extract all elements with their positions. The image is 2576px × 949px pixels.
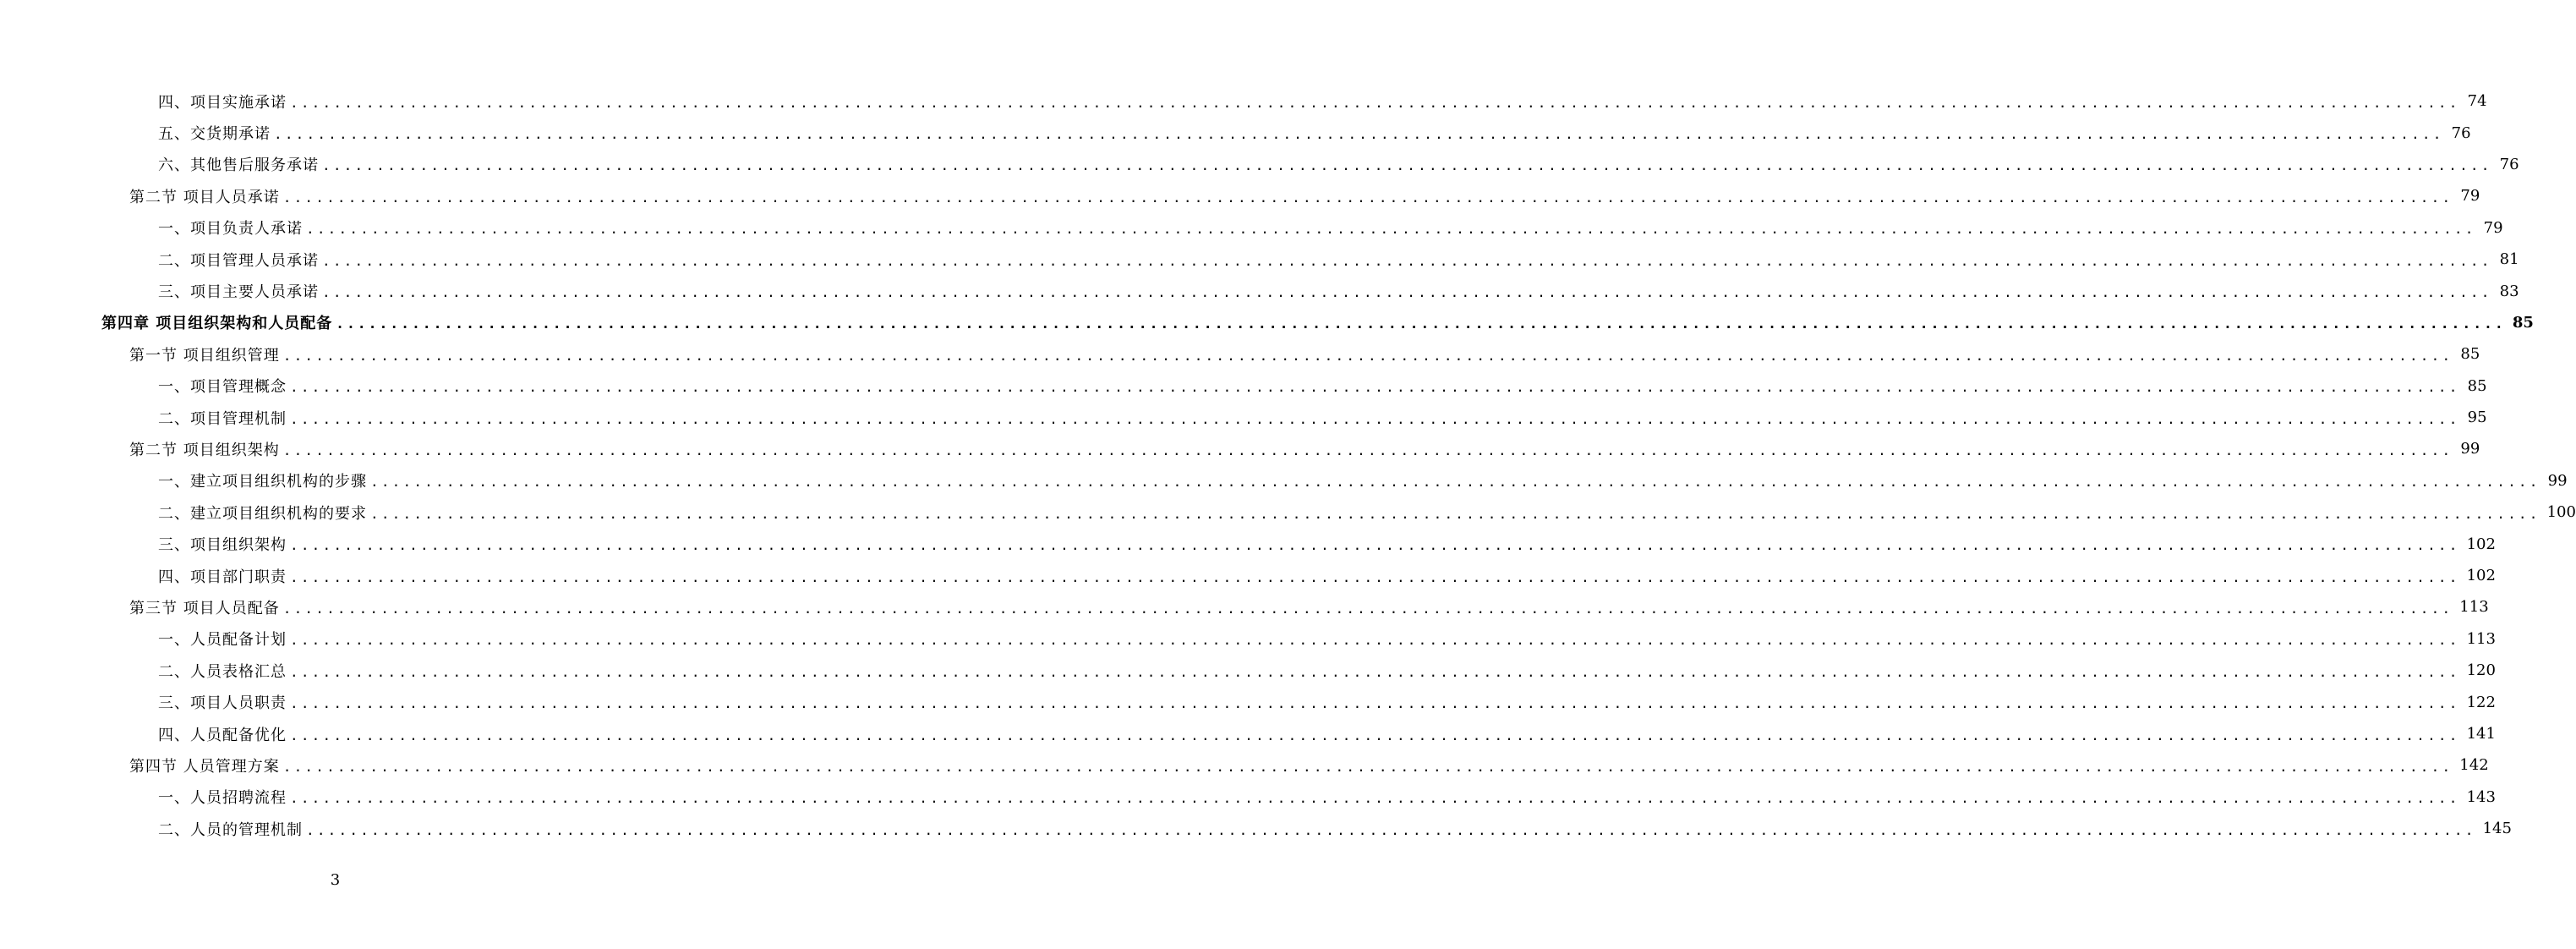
toc-entry[interactable] <box>0 370 2487 402</box>
toc-entry-page: 83 <box>2499 282 2519 300</box>
toc-entry-title: 第二节 项目组织架构 <box>129 441 280 459</box>
toc-entry-page: 122 <box>2466 693 2496 711</box>
toc-entry-title: 五、交货期承诺 <box>158 125 271 144</box>
toc-dot-leader: ........................................................................................................................................................................................................ <box>370 505 2540 522</box>
toc-entry-title: 四、项目部门职责 <box>158 568 287 586</box>
toc-dot-leader: ........................................................................................................................................................................................................ <box>290 790 2460 807</box>
toc-dot-leader: ........................................................................................................................................................................................................ <box>282 600 2453 617</box>
toc-entry[interactable] <box>0 655 2496 686</box>
toc-entry-title: 第四章 项目组织架构和人员配备 <box>101 315 333 333</box>
toc-entry[interactable] <box>0 85 2487 117</box>
toc-entry-title: 第三节 项目人员配备 <box>129 599 280 617</box>
toc-dot-leader: ........................................................................................................................................................................................................ <box>336 315 2506 332</box>
toc-entry-title: 二、人员表格汇总 <box>158 662 287 681</box>
toc-entry-page: 143 <box>2466 787 2496 806</box>
toc-dot-leader: ........................................................................................................................................................................................................ <box>290 568 2460 585</box>
toc-dot-leader: ........................................................................................................................................................................................................ <box>282 758 2453 775</box>
toc-entry-title: 二、项目管理人员承诺 <box>158 251 319 270</box>
toc-dot-leader: ........................................................................................................................................................................................................ <box>282 189 2453 206</box>
toc-dot-leader: ........................................................................................................................................................................................................ <box>290 632 2460 649</box>
toc-entry[interactable] <box>0 560 2496 591</box>
toc-entry[interactable] <box>0 117 2471 148</box>
toc-dot-leader: ........................................................................................................................................................................................................ <box>322 252 2492 269</box>
toc-entry-page: 85 <box>2460 345 2480 364</box>
toc-entry-title: 三、项目人员职责 <box>158 694 287 713</box>
toc-entry[interactable] <box>0 718 2496 749</box>
toc-entry-title: 六、其他售后服务承诺 <box>158 156 319 175</box>
toc-entry-page: 99 <box>2547 471 2568 490</box>
toc-entry-page: 141 <box>2466 725 2496 743</box>
toc-entry-page: 74 <box>2467 92 2487 111</box>
toc-entry-page: 85 <box>2467 376 2487 395</box>
toc-dot-leader: ........................................................................................................................................................................................................ <box>274 126 2444 143</box>
toc-entry-title: 二、项目管理机制 <box>158 409 287 428</box>
toc-entry[interactable] <box>0 338 2480 370</box>
toc-entry[interactable] <box>0 402 2487 433</box>
toc-entry-page: 85 <box>2512 313 2534 332</box>
toc-entry[interactable] <box>0 591 2489 623</box>
toc-dot-leader: ........................................................................................................................................................................................................ <box>290 727 2460 743</box>
toc-dot-leader: ........................................................................................................................................................................................................ <box>290 663 2460 680</box>
toc-dot-leader: ........................................................................................................................................................................................................ <box>290 379 2460 396</box>
toc-entry-page: 95 <box>2467 409 2487 427</box>
toc-entry-title: 一、建立项目组织机构的步骤 <box>158 473 367 491</box>
toc-entry[interactable] <box>0 528 2496 559</box>
toc-dot-leader: ........................................................................................................................................................................................................ <box>282 442 2453 458</box>
toc-entry-page: 76 <box>2499 155 2519 173</box>
toc-entry-title: 二、建立项目组织机构的要求 <box>158 504 367 523</box>
toc-entry-page: 142 <box>2459 756 2489 775</box>
table-of-contents <box>0 85 2576 844</box>
toc-entry[interactable] <box>0 433 2480 464</box>
toc-entry-page: 113 <box>2459 598 2489 617</box>
toc-entry-title: 三、项目组织架构 <box>158 536 287 555</box>
toc-entry-page: 99 <box>2460 440 2480 458</box>
toc-entry[interactable] <box>0 212 2503 244</box>
toc-dot-leader: ........................................................................................................................................................................................................ <box>290 94 2460 111</box>
toc-entry-page: 81 <box>2499 250 2519 269</box>
toc-entry-title: 一、项目管理概念 <box>158 378 287 397</box>
toc-entry-title: 一、项目负责人承诺 <box>158 220 303 239</box>
toc-entry-page: 79 <box>2460 187 2480 206</box>
toc-entry[interactable] <box>0 813 2512 844</box>
toc-entry[interactable] <box>0 623 2496 655</box>
toc-entry-page: 100 <box>2546 503 2576 522</box>
toc-entry-title: 第一节 项目组织管理 <box>129 346 280 365</box>
toc-dot-leader: ........................................................................................................................................................................................................ <box>306 221 2476 238</box>
toc-dot-leader: ........................................................................................................................................................................................................ <box>306 821 2476 838</box>
toc-dot-leader: ........................................................................................................................................................................................................ <box>282 347 2453 364</box>
toc-dot-leader: ........................................................................................................................................................................................................ <box>290 410 2460 427</box>
toc-entry-title: 四、项目实施承诺 <box>158 93 287 112</box>
toc-entry[interactable] <box>0 244 2519 275</box>
toc-entry[interactable] <box>0 782 2496 813</box>
toc-dot-leader: ........................................................................................................................................................................................................ <box>290 537 2460 554</box>
toc-dot-leader: ........................................................................................................................................................................................................ <box>370 474 2540 491</box>
toc-entry[interactable] <box>0 686 2496 717</box>
toc-entry[interactable] <box>0 180 2480 211</box>
toc-entry-page: 113 <box>2466 629 2496 648</box>
toc-entry-title: 二、人员的管理机制 <box>158 820 303 839</box>
toc-entry[interactable] <box>0 275 2519 306</box>
toc-entry-page: 102 <box>2466 567 2496 585</box>
page-number: 3 <box>330 871 341 889</box>
toc-dot-leader: ........................................................................................................................................................................................................ <box>322 284 2492 301</box>
toc-entry-title: 第四节 人员管理方案 <box>129 757 280 776</box>
toc-entry[interactable] <box>0 465 2568 496</box>
toc-dot-leader: ........................................................................................................................................................................................................ <box>290 695 2460 712</box>
toc-entry[interactable] <box>0 149 2519 180</box>
toc-entry-title: 四、人员配备优化 <box>158 726 287 744</box>
toc-entry-title: 第二节 项目人员承诺 <box>129 188 280 206</box>
toc-entry[interactable] <box>0 749 2489 781</box>
toc-entry-title: 一、人员配备计划 <box>158 631 287 650</box>
toc-entry-page: 76 <box>2451 123 2471 142</box>
toc-entry-title: 三、项目主要人员承诺 <box>158 283 319 302</box>
toc-entry-page: 102 <box>2466 535 2496 553</box>
toc-entry[interactable] <box>0 496 2576 528</box>
toc-entry-page: 79 <box>2483 218 2503 237</box>
toc-entry[interactable] <box>0 307 2534 338</box>
toc-entry-title: 一、人员招聘流程 <box>158 789 287 808</box>
toc-entry-page: 120 <box>2466 661 2496 680</box>
toc-dot-leader: ........................................................................................................................................................................................................ <box>322 157 2492 174</box>
toc-entry-page: 145 <box>2482 820 2512 838</box>
